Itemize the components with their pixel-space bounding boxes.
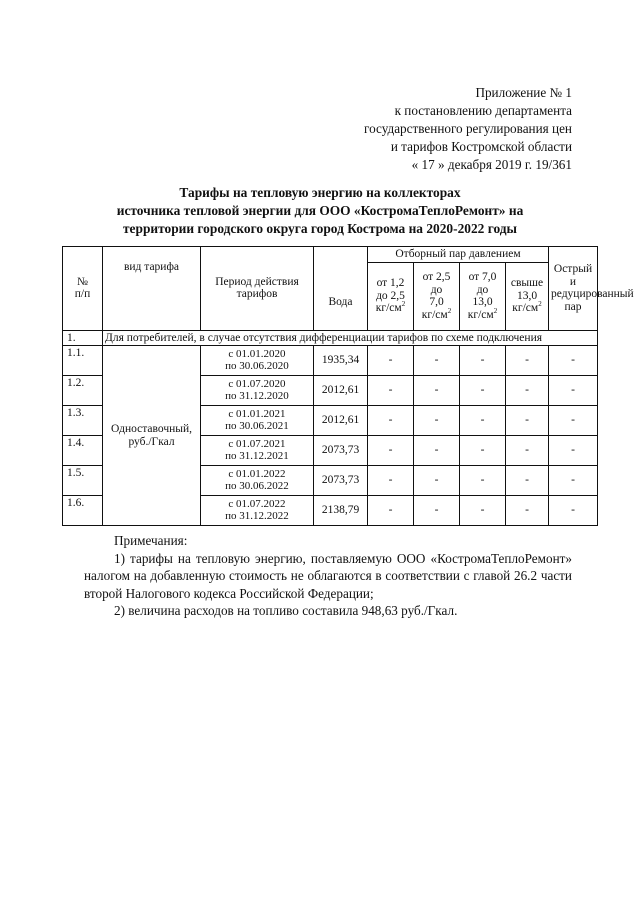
steam-value: -	[414, 406, 460, 436]
notes-heading: Примечания:	[114, 533, 188, 548]
period-cell: с 01.07.2020 по 31.12.2020	[201, 376, 314, 406]
tariff-type-cell: Одноставочный, руб./Гкал	[103, 346, 201, 526]
note-vat: 1) тарифы на тепловую энергию, поставляемую ООО «КостромаТеплоРемонт» налогом на добавленную стоимость не облагаются в соответствии с главой 26.2 части второй Налогового кодекса Российской Федерации;	[84, 550, 572, 601]
water-value: 2138,79	[314, 496, 368, 526]
steam-value: -	[368, 346, 414, 376]
water-value: 2073,73	[314, 436, 368, 466]
row-num: 1.1.	[63, 346, 103, 376]
water-value: 2073,73	[314, 466, 368, 496]
document-title	[60, 184, 580, 238]
section-row	[63, 330, 598, 346]
appendix-line: и тарифов Костромской области	[390, 139, 572, 154]
steam-value: -	[414, 466, 460, 496]
header-steam-4: свыше 13,0 $кг/см^2$	[506, 262, 549, 330]
appendix-line: к постановлению департамента	[394, 103, 572, 118]
appendix-line: Приложение № 1	[475, 85, 572, 100]
sharp-steam-value: -	[549, 406, 598, 436]
row-num: 1.3.	[63, 406, 103, 436]
steam-value: -	[368, 496, 414, 526]
header-steam-2: от 2,5 до 7,0 $кг/см^2$	[414, 262, 460, 330]
header-num: № п/п	[63, 247, 103, 331]
header-water: Вода	[314, 247, 368, 331]
water-value: 1935,34	[314, 346, 368, 376]
steam-value: -	[414, 436, 460, 466]
sharp-steam-value: -	[549, 436, 598, 466]
steam-value: -	[414, 346, 460, 376]
steam-value: -	[368, 466, 414, 496]
header-tariff-type: вид тарифа	[103, 247, 201, 331]
steam-value: -	[460, 496, 506, 526]
notes	[84, 532, 572, 620]
steam-value: -	[460, 466, 506, 496]
steam-value: -	[368, 376, 414, 406]
row-num: 1.4.	[63, 436, 103, 466]
steam-value: -	[506, 496, 549, 526]
steam-value: -	[506, 436, 549, 466]
row-num: 1.2.	[63, 376, 103, 406]
header-steam-1: от 1,2 до 2,5 $кг/см^2$	[368, 262, 414, 330]
section-num: 1.	[63, 330, 103, 346]
header-steam-group: Отборный пар давлением	[368, 247, 549, 263]
period-cell: с 01.07.2022 по 31.12.2022	[201, 496, 314, 526]
header-row	[63, 247, 598, 263]
sharp-steam-value: -	[549, 496, 598, 526]
row-num: 1.5.	[63, 466, 103, 496]
row-num: 1.6.	[63, 496, 103, 526]
steam-value: -	[460, 436, 506, 466]
appendix-reference	[364, 84, 572, 174]
title-line: территории городского округа город Кострома на 2020-2022 годы	[122, 221, 517, 236]
steam-value: -	[506, 466, 549, 496]
steam-value: -	[506, 376, 549, 406]
header-period: Период действия тарифов	[201, 247, 314, 331]
steam-value: -	[506, 346, 549, 376]
period-cell: с 01.07.2021 по 31.12.2021	[201, 436, 314, 466]
steam-value: -	[460, 376, 506, 406]
steam-value: -	[414, 376, 460, 406]
header-sharp-steam: Острый и редуцированный пар	[549, 247, 598, 331]
section-text: Для потребителей, в случае отсутствия дифференциации тарифов по схеме подключения	[103, 330, 598, 346]
period-cell: с 01.01.2020 по 30.06.2020	[201, 346, 314, 376]
period-cell: с 01.01.2021 по 30.06.2021	[201, 406, 314, 436]
title-line: Тарифы на тепловую энергию на коллекторах	[179, 185, 461, 200]
tariff-table	[62, 246, 634, 526]
water-value: 2012,61	[314, 376, 368, 406]
water-value: 2012,61	[314, 406, 368, 436]
steam-value: -	[460, 406, 506, 436]
appendix-line: государственного регулирования цен	[364, 121, 572, 136]
sharp-steam-value: -	[549, 346, 598, 376]
steam-value: -	[414, 496, 460, 526]
sharp-steam-value: -	[549, 376, 598, 406]
header-steam-3: от 7,0 до 13,0 $кг/см^2$	[460, 262, 506, 330]
title-line: источника тепловой энергии для ООО «КостромаТеплоРемонт» на	[116, 203, 524, 218]
steam-value: -	[368, 406, 414, 436]
steam-value: -	[460, 346, 506, 376]
steam-value: -	[368, 436, 414, 466]
table-row	[63, 346, 598, 376]
note-fuel: 2) величина расходов на топливо составила 948,63 руб./Гкал.	[114, 603, 458, 618]
appendix-line: « 17 » декабря 2019 г. 19/361	[411, 157, 572, 172]
period-cell: с 01.01.2022 по 30.06.2022	[201, 466, 314, 496]
sharp-steam-value: -	[549, 466, 598, 496]
steam-value: -	[506, 406, 549, 436]
